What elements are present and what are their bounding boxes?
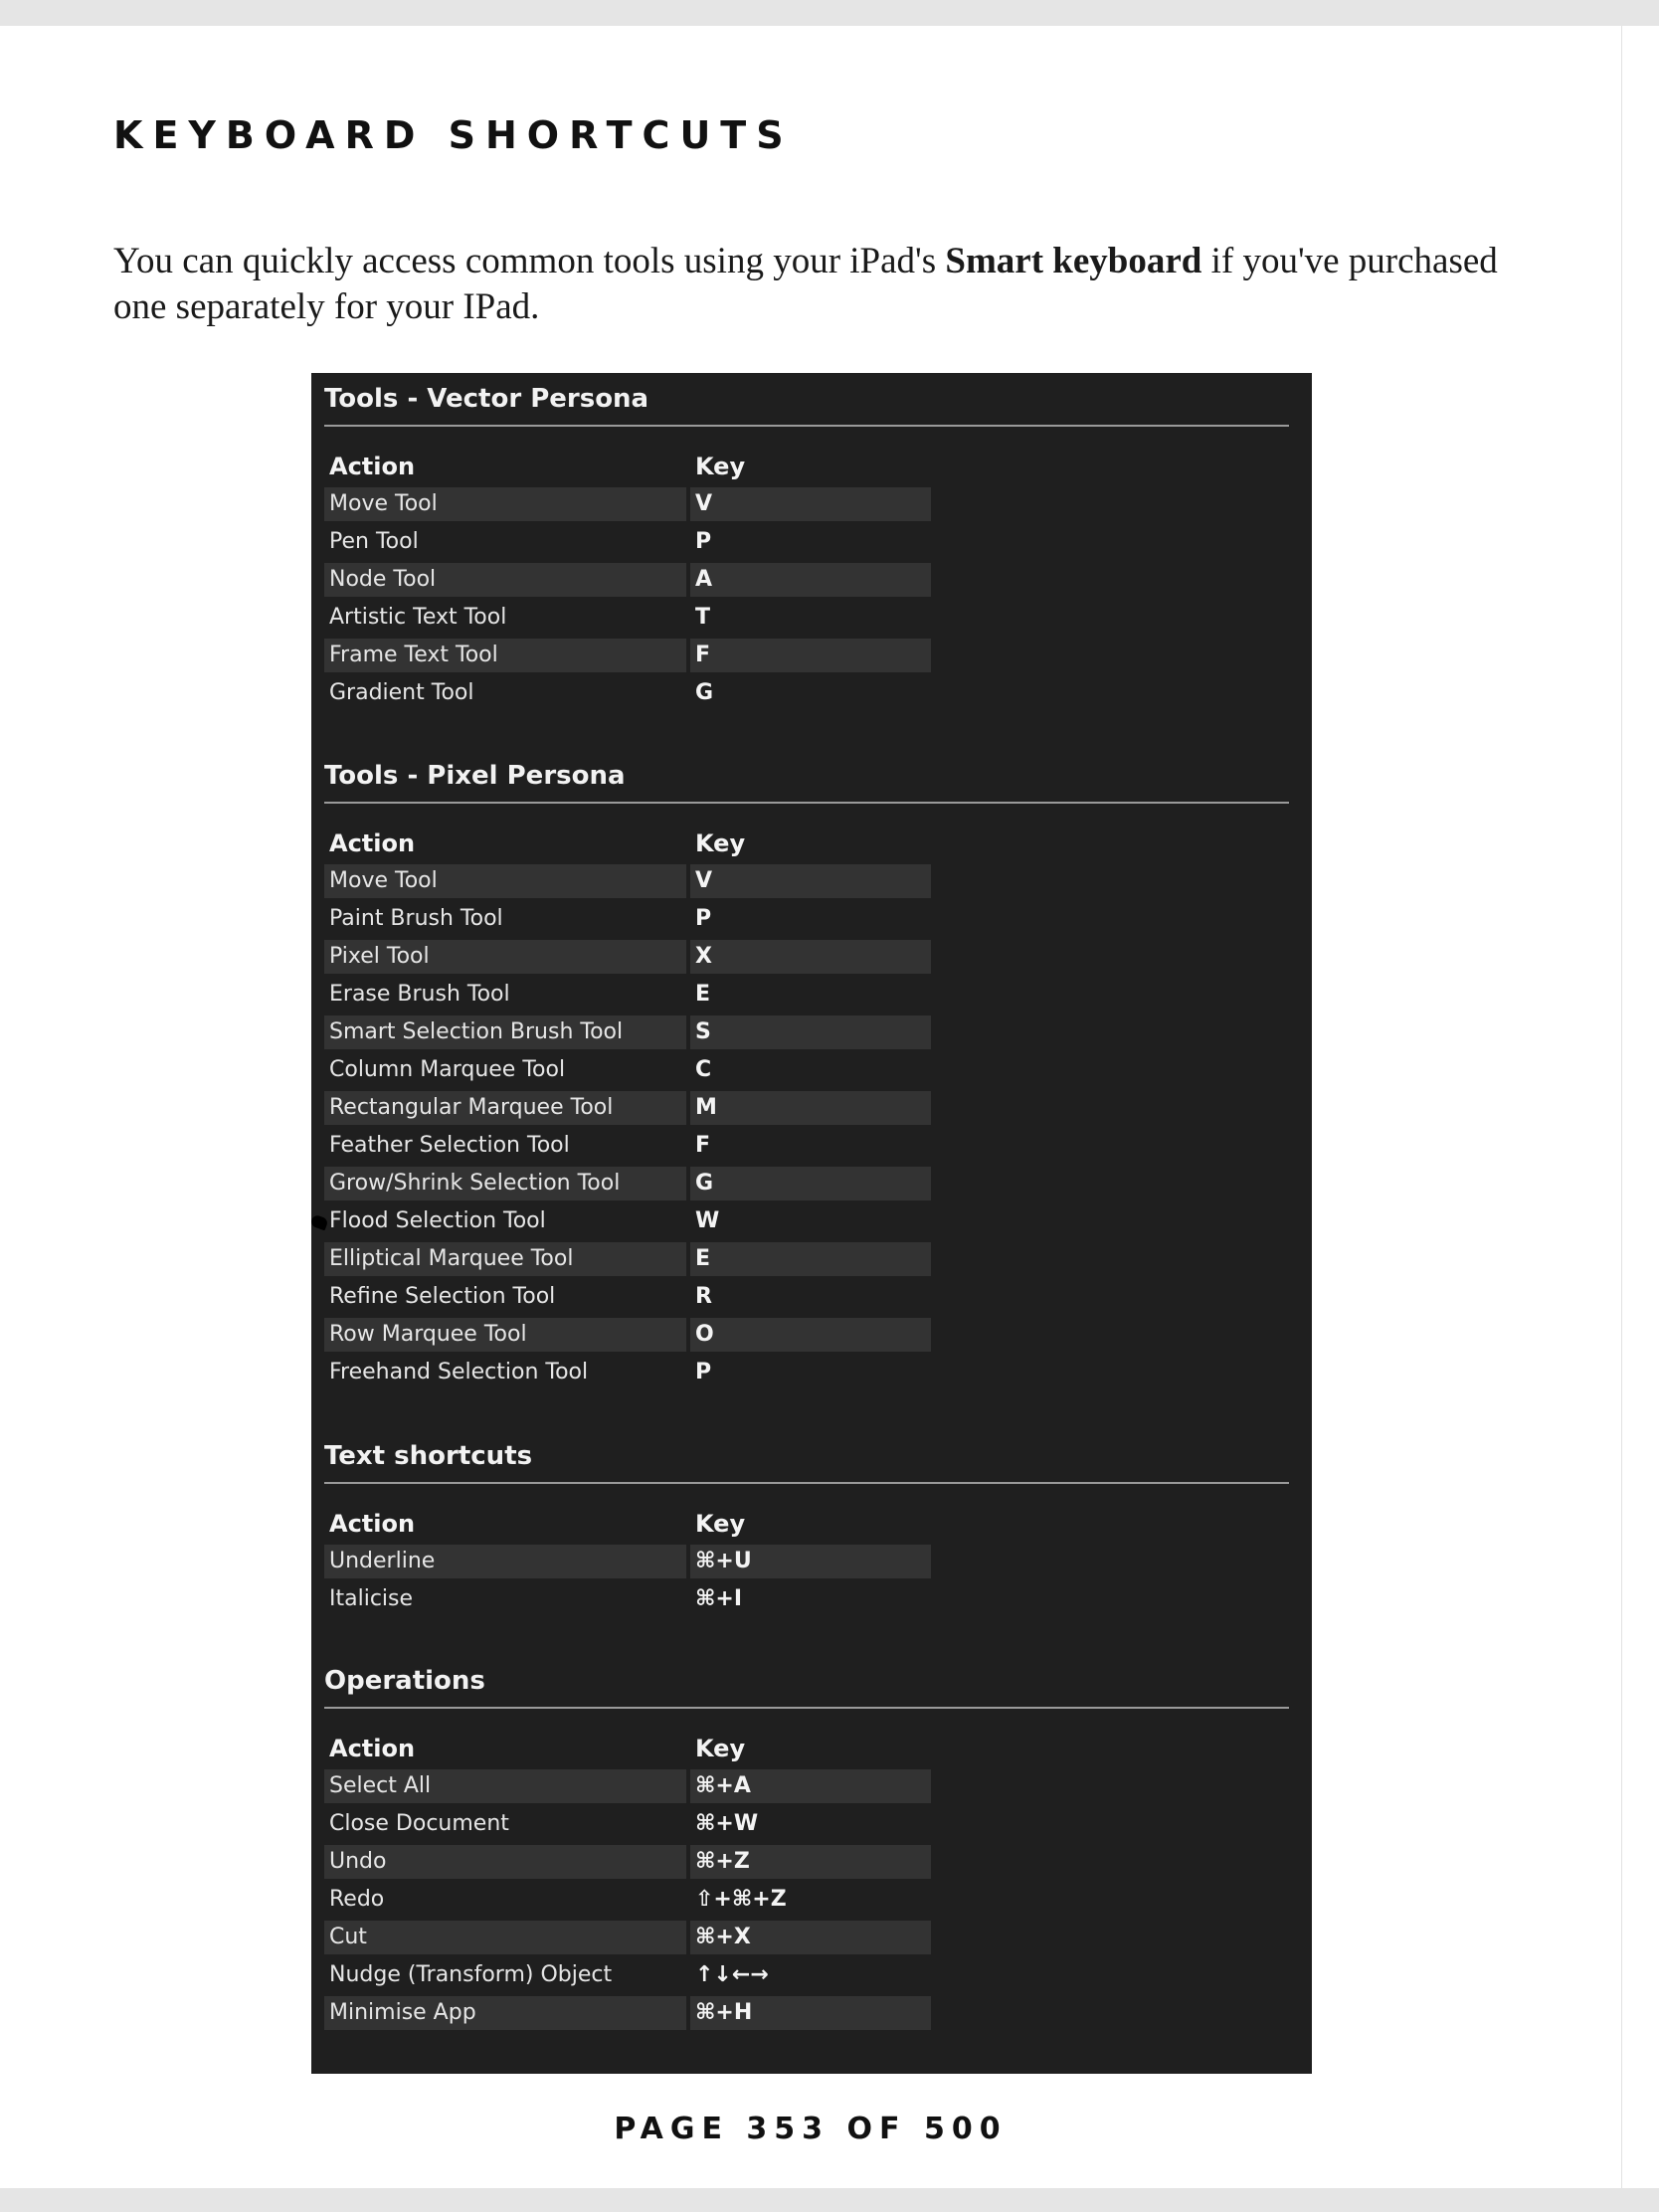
- key-cell: E: [695, 982, 711, 1007]
- section-divider: [324, 1707, 1289, 1709]
- table-row: [324, 1956, 1289, 1994]
- table-row: [324, 862, 1289, 900]
- action-cell: Move Tool: [324, 487, 686, 521]
- key-cell: G: [690, 1167, 931, 1200]
- key-cell: T: [695, 605, 711, 630]
- table-row: [324, 1994, 1289, 2032]
- section-title: Operations: [324, 1666, 485, 1696]
- header-action: Action: [329, 453, 416, 480]
- intro-text-after: if you've purchased one separately for your IPad.: [113, 241, 1498, 327]
- action-cell: Pixel Tool: [324, 940, 686, 974]
- header-key: Key: [695, 1510, 746, 1538]
- action-cell: Move Tool: [324, 864, 686, 898]
- table-row: [324, 1881, 1289, 1919]
- key-cell: P: [695, 906, 712, 931]
- action-cell: Row Marquee Tool: [324, 1318, 686, 1352]
- page-heading: KEYBOARD SHORTCUTS: [113, 113, 794, 157]
- action-cell: Close Document: [329, 1811, 509, 1836]
- header-key: Key: [695, 453, 746, 480]
- key-cell: P: [695, 1360, 712, 1384]
- key-cell: C: [695, 1057, 712, 1082]
- section-divider: [324, 802, 1289, 804]
- key-cell: ⌘+A: [690, 1769, 931, 1803]
- table-row: [324, 938, 1289, 976]
- table-row: [324, 1051, 1289, 1089]
- table-row: [324, 485, 1289, 523]
- action-cell: Frame Text Tool: [324, 639, 686, 672]
- key-cell: ⌘+X: [690, 1921, 931, 1954]
- table-row: [324, 1767, 1289, 1805]
- key-cell: O: [690, 1318, 931, 1352]
- table-row: [324, 1202, 1289, 1240]
- page-edge: [1621, 26, 1659, 2188]
- table-row: [324, 976, 1289, 1014]
- action-cell: Cut: [324, 1921, 686, 1954]
- key-cell: A: [690, 563, 931, 597]
- intro-text-before: You can quickly access common tools using your iPad's: [113, 241, 946, 281]
- table-row: [324, 1014, 1289, 1051]
- table-row: [324, 1805, 1289, 1843]
- action-cell: Select All: [324, 1769, 686, 1803]
- action-cell: Node Tool: [324, 563, 686, 597]
- table-row: [324, 1240, 1289, 1278]
- action-cell: Column Marquee Tool: [329, 1057, 566, 1082]
- table-header-row: [324, 448, 1289, 485]
- action-cell: Redo: [329, 1887, 385, 1912]
- key-cell: R: [695, 1284, 712, 1309]
- table-row: [324, 900, 1289, 938]
- section-divider: [324, 425, 1289, 427]
- table-row: [324, 1919, 1289, 1956]
- intro-text-bold: Smart keyboard: [945, 241, 1202, 281]
- action-cell: Minimise App: [324, 1996, 686, 2030]
- action-cell: Artistic Text Tool: [329, 605, 507, 630]
- key-cell: ⌘+I: [695, 1586, 743, 1611]
- table-header-row: [324, 1505, 1289, 1543]
- action-cell: Nudge (Transform) Object: [329, 1962, 613, 1987]
- table-row: [324, 599, 1289, 637]
- key-cell: F: [690, 639, 931, 672]
- table-row: [324, 523, 1289, 561]
- section-title: Tools - Pixel Persona: [324, 761, 626, 791]
- key-cell: F: [695, 1133, 711, 1158]
- table-row: [324, 1089, 1289, 1127]
- action-cell: Feather Selection Tool: [329, 1133, 570, 1158]
- table-row: [324, 1543, 1289, 1580]
- section-title: Tools - Vector Persona: [324, 384, 649, 414]
- table-row: [324, 561, 1289, 599]
- section-divider: [324, 1482, 1289, 1484]
- key-cell: W: [695, 1208, 720, 1233]
- action-cell: Smart Selection Brush Tool: [324, 1015, 686, 1049]
- header-action: Action: [329, 1735, 416, 1762]
- action-cell: Refine Selection Tool: [329, 1284, 556, 1309]
- action-cell: Grow/Shrink Selection Tool: [324, 1167, 686, 1200]
- shortcuts-panel: [311, 373, 1312, 2074]
- key-cell: ⌘+W: [695, 1811, 759, 1836]
- action-cell: Flood Selection Tool: [329, 1208, 546, 1233]
- header-key: Key: [695, 1735, 746, 1762]
- shortcut-section: [324, 750, 1289, 1391]
- action-cell: Italicise: [329, 1586, 414, 1611]
- action-cell: Pen Tool: [329, 529, 419, 554]
- key-cell: ↑↓←→: [695, 1962, 769, 1987]
- header-action: Action: [329, 830, 416, 857]
- shortcut-section: [324, 373, 1289, 712]
- shortcut-section: [324, 1655, 1289, 2032]
- table-header-row: [324, 825, 1289, 862]
- action-cell: Underline: [324, 1545, 686, 1578]
- table-row: [324, 1354, 1289, 1391]
- page-number: PAGE 353 OF 500: [614, 2112, 1008, 2146]
- key-cell: G: [695, 680, 714, 705]
- key-cell: ⇧+⌘+Z: [695, 1887, 787, 1912]
- key-cell: ⌘+H: [690, 1996, 931, 2030]
- shortcut-section: [324, 1430, 1289, 1618]
- key-cell: S: [690, 1015, 931, 1049]
- section-title: Text shortcuts: [324, 1441, 533, 1471]
- action-cell: Undo: [324, 1845, 686, 1879]
- action-cell: Elliptical Marquee Tool: [324, 1242, 686, 1276]
- table-row: [324, 1127, 1289, 1165]
- key-cell: E: [690, 1242, 931, 1276]
- table-row: [324, 1580, 1289, 1618]
- key-cell: V: [690, 487, 931, 521]
- table-header-row: [324, 1730, 1289, 1767]
- action-cell: Rectangular Marquee Tool: [324, 1091, 686, 1125]
- key-cell: M: [690, 1091, 931, 1125]
- action-cell: Paint Brush Tool: [329, 906, 503, 931]
- key-cell: V: [690, 864, 931, 898]
- action-cell: Gradient Tool: [329, 680, 474, 705]
- key-cell: ⌘+U: [690, 1545, 931, 1578]
- action-cell: Erase Brush Tool: [329, 982, 510, 1007]
- table-row: [324, 637, 1289, 674]
- action-cell: Freehand Selection Tool: [329, 1360, 589, 1384]
- table-row: [324, 674, 1289, 712]
- intro-paragraph: [113, 239, 1526, 330]
- header-key: Key: [695, 830, 746, 857]
- table-row: [324, 1165, 1289, 1202]
- key-cell: P: [695, 529, 712, 554]
- table-row: [324, 1316, 1289, 1354]
- key-cell: ⌘+Z: [690, 1845, 931, 1879]
- table-row: [324, 1278, 1289, 1316]
- header-action: Action: [329, 1510, 416, 1538]
- table-row: [324, 1843, 1289, 1881]
- key-cell: X: [690, 940, 931, 974]
